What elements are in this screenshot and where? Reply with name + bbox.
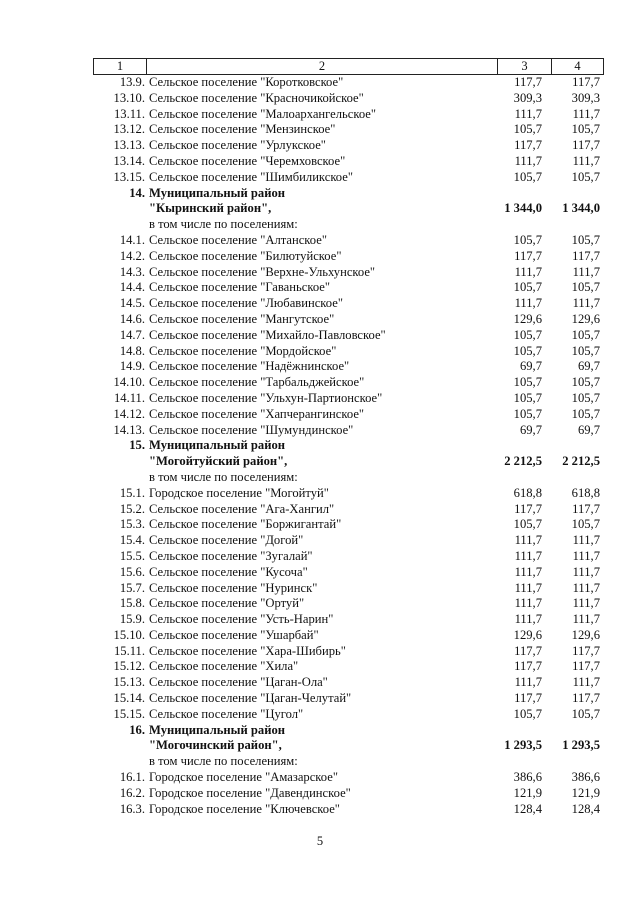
row-value-3: 111,7: [514, 264, 542, 279]
row-value-4: 117,7: [572, 138, 600, 153]
row-value-3: 111,7: [514, 675, 542, 690]
table-row: [93, 201, 604, 217]
row-name: Сельское поселение "Цугол": [149, 706, 304, 721]
row-value-4: 111,7: [572, 675, 600, 690]
row-name: Сельское поселение "Зугалай": [149, 548, 313, 563]
row-name: Муниципальный район: [149, 438, 286, 453]
header-col-2: 2: [147, 59, 498, 74]
row-number: 15.8.: [119, 596, 145, 611]
row-value-4: 105,7: [571, 280, 600, 295]
row-value-4: 309,3: [571, 90, 600, 105]
table-row: [93, 138, 604, 154]
row-name: Сельское поселение "Ортуй": [149, 596, 305, 611]
row-value-3: 105,7: [513, 280, 542, 295]
row-name: Сельское поселение "Черемховское": [149, 153, 346, 168]
row-number: 14.6.: [119, 311, 145, 326]
row-number: 15.5.: [119, 548, 145, 563]
row-name: Сельское поселение "Цаган-Ола": [149, 675, 328, 690]
table-row: [93, 549, 604, 565]
row-name: Сельское поселение "Шумундинское": [149, 422, 354, 437]
row-value-4: 111,7: [572, 153, 600, 168]
row-name: Сельское поселение "Урлукское": [149, 138, 326, 153]
table-row: [93, 581, 604, 597]
row-value-3: 111,7: [514, 296, 542, 311]
row-value-4: 117,7: [572, 248, 600, 263]
header-col-4: 4: [574, 59, 581, 73]
row-value-3: 105,7: [513, 327, 542, 342]
row-value-3: 111,7: [514, 153, 542, 168]
row-value-3: 2 212,5: [504, 454, 542, 469]
row-value-3: 618,8: [513, 485, 542, 500]
row-number: 14.13.: [113, 422, 145, 437]
row-value-3: 129,6: [513, 311, 542, 326]
row-number: 13.12.: [113, 122, 145, 137]
row-name: в том числе по поселениям:: [149, 469, 298, 484]
table-body: [93, 75, 604, 817]
row-number: 16.1.: [119, 770, 145, 785]
row-value-4: 105,7: [571, 406, 600, 421]
row-number: 15.11.: [113, 643, 145, 658]
table-row: [93, 359, 604, 375]
row-number: 15.15.: [113, 706, 145, 721]
row-value-4: 105,7: [571, 232, 600, 247]
row-name: Сельское поселение "Ульхун-Партионское": [149, 390, 383, 405]
table-row: [93, 644, 604, 660]
row-value-3: 111,7: [514, 612, 542, 627]
table-row: [93, 738, 604, 754]
row-value-4: 111,7: [572, 548, 600, 563]
row-name: Сельское поселение "Хара-Шибирь": [149, 643, 346, 658]
row-value-3: 117,7: [514, 643, 542, 658]
row-number: 15.12.: [113, 659, 145, 674]
row-number: 13.11.: [113, 106, 145, 121]
row-name: Сельское поселение "Гаваньское": [149, 280, 331, 295]
row-value-4: 129,6: [571, 627, 600, 642]
row-value-3: 386,6: [513, 770, 542, 785]
row-name: Сельское поселение "Боржигантай": [149, 517, 342, 532]
row-number: 16.2.: [119, 785, 145, 800]
table-row: [93, 691, 604, 707]
table-row: [93, 675, 604, 691]
row-name: Сельское поселение "Мордойское": [149, 343, 337, 358]
row-name: Сельское поселение "Хапчерангинское": [149, 406, 365, 421]
table-row: [93, 723, 604, 739]
row-value-4: 129,6: [571, 311, 600, 326]
row-value-3: 105,7: [513, 343, 542, 358]
row-number: 15.9.: [119, 612, 145, 627]
table-row: [93, 249, 604, 265]
row-name: "Кыринский район",: [149, 201, 272, 216]
table-row: [93, 628, 604, 644]
row-name: Сельское поселение "Кусоча": [149, 564, 308, 579]
row-value-3: 121,9: [513, 785, 542, 800]
row-name: Городское поселение "Могойтуй": [149, 485, 329, 500]
row-name: Городское поселение "Ключевское": [149, 801, 340, 816]
row-number: 13.10.: [113, 90, 145, 105]
row-value-4: 1 293,5: [562, 738, 600, 753]
row-number: 14.: [129, 185, 145, 200]
row-number: 14.3.: [119, 264, 145, 279]
header-col-1: 1: [94, 59, 147, 74]
row-value-4: 117,7: [572, 501, 600, 516]
row-number: 14.11.: [113, 390, 145, 405]
row-number: 15.1.: [119, 485, 145, 500]
row-value-3: 105,7: [513, 122, 542, 137]
table-row: [93, 486, 604, 502]
row-number: 15.3.: [119, 517, 145, 532]
row-value-4: 117,7: [572, 643, 600, 658]
row-value-4: 105,7: [571, 375, 600, 390]
row-value-3: 111,7: [514, 580, 542, 595]
row-number: 15.2.: [119, 501, 145, 516]
row-value-4: 117,7: [572, 659, 600, 674]
table-row: [93, 423, 604, 439]
table-row: [93, 770, 604, 786]
table-row: [93, 438, 604, 454]
row-number: 13.14.: [113, 153, 145, 168]
table-row: [93, 122, 604, 138]
row-name: Сельское поселение "Любавинское": [149, 296, 343, 311]
row-value-3: 129,6: [513, 627, 542, 642]
row-name: Сельское поселение "Усть-Нарин": [149, 612, 334, 627]
row-value-3: 117,7: [514, 248, 542, 263]
row-name: Сельское поселение "Михайло-Павловское": [149, 327, 386, 342]
row-name: Сельское поселение "Хила": [149, 659, 299, 674]
row-value-3: 309,3: [513, 90, 542, 105]
row-name: "Могочинский район",: [149, 738, 282, 753]
row-number: 13.13.: [113, 138, 145, 153]
table-row: [93, 344, 604, 360]
row-value-3: 105,7: [513, 232, 542, 247]
row-value-4: 105,7: [571, 390, 600, 405]
row-number: 15.10.: [113, 627, 145, 642]
table-row: [93, 802, 604, 818]
row-value-3: 111,7: [514, 596, 542, 611]
row-value-4: 105,7: [571, 343, 600, 358]
row-value-3: 117,7: [514, 691, 542, 706]
table-row: [93, 596, 604, 612]
table-row: [93, 296, 604, 312]
row-value-4: 2 212,5: [562, 454, 600, 469]
row-number: 15.14.: [113, 691, 145, 706]
row-name: в том числе по поселениям:: [149, 754, 298, 769]
row-name: Сельское поселение "Красночикойское": [149, 90, 364, 105]
row-value-3: 128,4: [513, 801, 542, 816]
row-value-4: 111,7: [572, 533, 600, 548]
row-name: Сельское поселение "Коротковское": [149, 75, 344, 89]
table-header-row: [93, 58, 604, 75]
row-value-4: 121,9: [571, 785, 600, 800]
row-number: 14.9.: [119, 359, 145, 374]
row-value-3: 117,7: [514, 659, 542, 674]
row-name: Сельское поселение "Тарбальджейское": [149, 375, 365, 390]
row-value-4: 111,7: [572, 296, 600, 311]
row-value-4: 105,7: [571, 327, 600, 342]
row-value-3: 117,7: [514, 501, 542, 516]
row-value-3: 105,7: [513, 169, 542, 184]
row-name: Сельское поселение "Надёжнинское": [149, 359, 350, 374]
row-number: 15.4.: [119, 533, 145, 548]
row-number: 16.3.: [119, 801, 145, 816]
row-number: 13.9.: [119, 75, 145, 89]
row-value-4: 111,7: [572, 580, 600, 595]
row-name: Сельское поселение "Шимбиликское": [149, 169, 353, 184]
table-row: [93, 786, 604, 802]
row-number: 13.15.: [113, 169, 145, 184]
row-value-4: 618,8: [571, 485, 600, 500]
row-value-3: 117,7: [514, 75, 542, 89]
row-number: 15.13.: [113, 675, 145, 690]
row-number: 14.2.: [119, 248, 145, 263]
row-value-4: 111,7: [572, 612, 600, 627]
table-row: [93, 454, 604, 470]
table-row: [93, 375, 604, 391]
table-row: [93, 565, 604, 581]
row-value-3: 69,7: [519, 422, 542, 437]
row-value-3: 111,7: [514, 106, 542, 121]
row-name: Сельское поселение "Догой": [149, 533, 304, 548]
row-name: Муниципальный район: [149, 185, 286, 200]
row-number: 14.1.: [119, 232, 145, 247]
row-value-3: 105,7: [513, 517, 542, 532]
table-row: [93, 533, 604, 549]
row-value-4: 117,7: [572, 75, 600, 89]
table-row: [93, 707, 604, 723]
row-value-4: 128,4: [571, 801, 600, 816]
row-value-4: 69,7: [577, 422, 600, 437]
row-value-3: 111,7: [514, 533, 542, 548]
row-name: Городское поселение "Амазарское": [149, 770, 338, 785]
row-number: 14.4.: [119, 280, 145, 295]
row-name: Сельское поселение "Нуринск": [149, 580, 318, 595]
table-row: [93, 265, 604, 281]
row-value-4: 386,6: [571, 770, 600, 785]
table-row: [93, 470, 604, 486]
row-name: Городское поселение "Давендинское": [149, 785, 351, 800]
table-row: [93, 75, 604, 91]
row-value-3: 105,7: [513, 406, 542, 421]
table-row: [93, 391, 604, 407]
row-name: Сельское поселение "Билютуйское": [149, 248, 342, 263]
row-number: 15.7.: [119, 580, 145, 595]
table-row: [93, 754, 604, 770]
row-value-4: 105,7: [571, 122, 600, 137]
table-row: [93, 517, 604, 533]
row-value-4: 105,7: [571, 169, 600, 184]
table-row: [93, 107, 604, 123]
row-name: Сельское поселение "Ушарбай": [149, 627, 319, 642]
row-number: 15.: [129, 438, 145, 453]
row-name: Сельское поселение "Мензинское": [149, 122, 336, 137]
row-value-4: 1 344,0: [562, 201, 600, 216]
row-name: в том числе по поселениям:: [149, 217, 298, 232]
table-row: [93, 170, 604, 186]
table-row: [93, 280, 604, 296]
table-row: [93, 659, 604, 675]
table-row: [93, 186, 604, 202]
page-number: 5: [316, 834, 324, 848]
row-value-3: 105,7: [513, 375, 542, 390]
row-value-3: 69,7: [519, 359, 542, 374]
row-name: Сельское поселение "Алтанское": [149, 232, 327, 247]
row-value-3: 117,7: [514, 138, 542, 153]
row-value-4: 117,7: [572, 691, 600, 706]
row-number: 14.10.: [113, 375, 145, 390]
row-name: "Могойтуйский район",: [149, 454, 288, 469]
row-value-3: 105,7: [513, 706, 542, 721]
table-row: [93, 612, 604, 628]
row-name: Сельское поселение "Мангутское": [149, 311, 335, 326]
row-value-3: 111,7: [514, 564, 542, 579]
row-value-4: 105,7: [571, 517, 600, 532]
row-number: 16.: [129, 722, 145, 737]
row-name: Сельское поселение "Ага-Хангил": [149, 501, 335, 516]
row-value-3: 1 293,5: [504, 738, 542, 753]
row-value-3: 1 344,0: [504, 201, 542, 216]
table-row: [93, 91, 604, 107]
table-row: [93, 154, 604, 170]
row-name: Муниципальный район: [149, 722, 286, 737]
row-value-4: 111,7: [572, 106, 600, 121]
table-row: [93, 328, 604, 344]
row-value-3: 111,7: [514, 548, 542, 563]
row-number: 14.8.: [119, 343, 145, 358]
row-name: Сельское поселение "Цаган-Челутай": [149, 691, 352, 706]
table-row: [93, 407, 604, 423]
row-value-4: 111,7: [572, 564, 600, 579]
table-row: [93, 233, 604, 249]
row-value-4: 105,7: [571, 706, 600, 721]
row-number: 14.12.: [113, 406, 145, 421]
row-number: 14.7.: [119, 327, 145, 342]
row-name: Сельское поселение "Верхне-Ульхунское": [149, 264, 376, 279]
row-number: 14.5.: [119, 296, 145, 311]
header-col-3: 3: [498, 59, 552, 74]
row-number: 15.6.: [119, 564, 145, 579]
row-value-4: 69,7: [577, 359, 600, 374]
table-row: [93, 217, 604, 233]
row-name: Сельское поселение "Малоархангельское": [149, 106, 377, 121]
row-value-3: 105,7: [513, 390, 542, 405]
row-value-4: 111,7: [572, 264, 600, 279]
table-row: [93, 502, 604, 518]
table-row: [93, 312, 604, 328]
row-value-4: 111,7: [572, 596, 600, 611]
